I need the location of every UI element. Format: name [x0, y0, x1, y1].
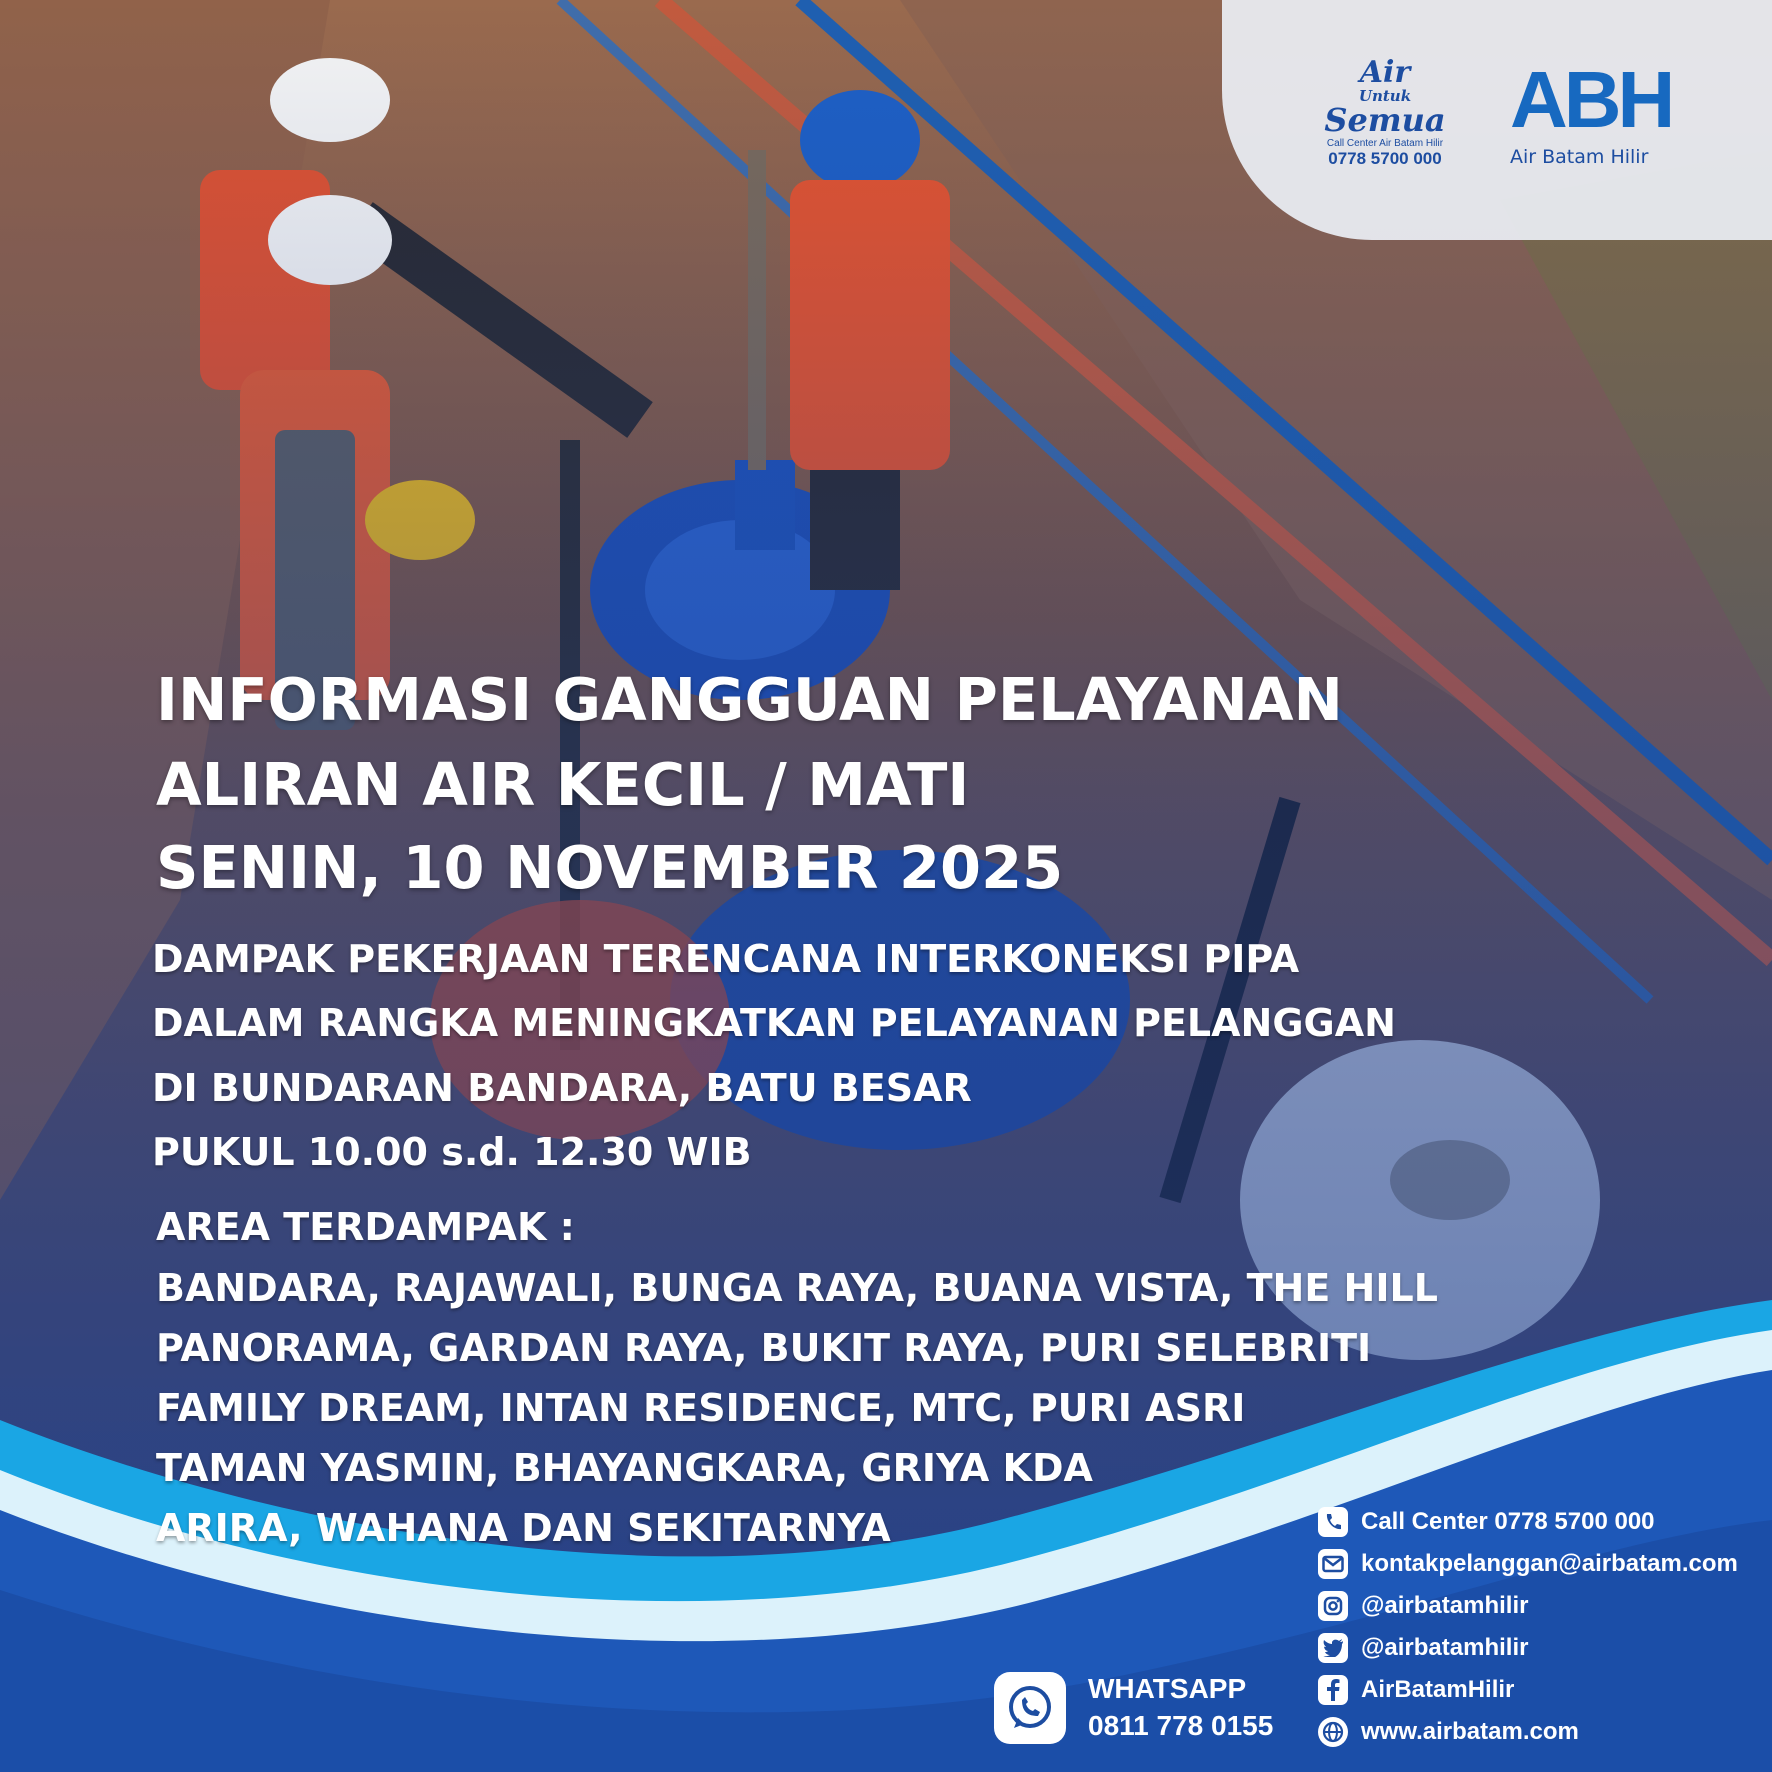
mail-icon	[1318, 1549, 1348, 1579]
slogan-callcenter: Call Center Air Batam Hilir	[1326, 138, 1444, 149]
abh-logo	[1510, 55, 1700, 168]
contact-text: Call Center 0778 5700 000	[1361, 1508, 1655, 1535]
slogan-phone: 0778 5700 000	[1328, 149, 1442, 168]
slogan-line2: Untuk	[1358, 87, 1412, 105]
facebook-icon	[1318, 1675, 1348, 1705]
twitter-icon	[1318, 1633, 1348, 1663]
slogan-logo	[1300, 55, 1470, 169]
whatsapp-number: 0811 778 0155	[1088, 1710, 1274, 1741]
contact-callcenter	[1318, 1505, 1655, 1539]
details-line1: DAMPAK PEKERJAAN TERENCANA INTERKONEKSI PIPA	[152, 937, 1300, 981]
details-line2: DALAM RANGKA MENINGKATKAN PELAYANAN PELANGGAN	[152, 1001, 1396, 1045]
headline-line3: SENIN, 10 NOVEMBER 2025	[156, 833, 1064, 902]
whatsapp-icon	[994, 1672, 1066, 1744]
affected-line1: BANDARA, RAJAWALI, BUNGA RAYA, BUANA VISTA, THE HILL	[156, 1266, 1438, 1310]
contact-twitter	[1318, 1631, 1528, 1665]
contact-text: AirBatamHilir	[1361, 1676, 1515, 1703]
phone-icon	[1318, 1507, 1348, 1537]
headline-line2: ALIRAN AIR KECIL / MATI	[156, 750, 970, 819]
whatsapp-label: WHATSAPP	[1088, 1673, 1247, 1704]
affected-line5: ARIRA, WAHANA DAN SEKITARNYA	[156, 1506, 891, 1550]
contact-text: www.airbatam.com	[1361, 1718, 1579, 1745]
headline-line1: INFORMASI GANGGUAN PELAYANAN	[156, 665, 1343, 734]
contact-website	[1318, 1715, 1579, 1749]
contact-text: kontakpelanggan@airbatam.com	[1361, 1550, 1738, 1577]
details-line3: DI BUNDARAN BANDARA, BATU BESAR	[152, 1066, 972, 1110]
affected-line4: TAMAN YASMIN, BHAYANGKARA, GRIYA KDA	[156, 1446, 1093, 1490]
globe-icon	[1318, 1717, 1348, 1747]
contact-email	[1318, 1547, 1738, 1581]
instagram-icon	[1318, 1591, 1348, 1621]
contact-instagram	[1318, 1589, 1528, 1623]
contact-text: @airbatamhilir	[1361, 1634, 1529, 1661]
slogan-line3: Semua	[1324, 101, 1446, 139]
affected-heading: AREA TERDAMPAK :	[156, 1205, 575, 1249]
abh-logo-mark: ABH	[1510, 55, 1672, 144]
details-line4: PUKUL 10.00 s.d. 12.30 WIB	[152, 1130, 752, 1174]
affected-line2: PANORAMA, GARDAN RAYA, BUKIT RAYA, PURI SELEBRITI	[156, 1326, 1372, 1370]
abh-logo-name: Air Batam Hilir	[1510, 146, 1649, 168]
contact-facebook	[1318, 1673, 1514, 1707]
slogan-line1: Air	[1359, 55, 1411, 90]
contact-text: @airbatamhilir	[1361, 1592, 1529, 1619]
affected-line3: FAMILY DREAM, INTAN RESIDENCE, MTC, PURI ASRI	[156, 1386, 1246, 1430]
